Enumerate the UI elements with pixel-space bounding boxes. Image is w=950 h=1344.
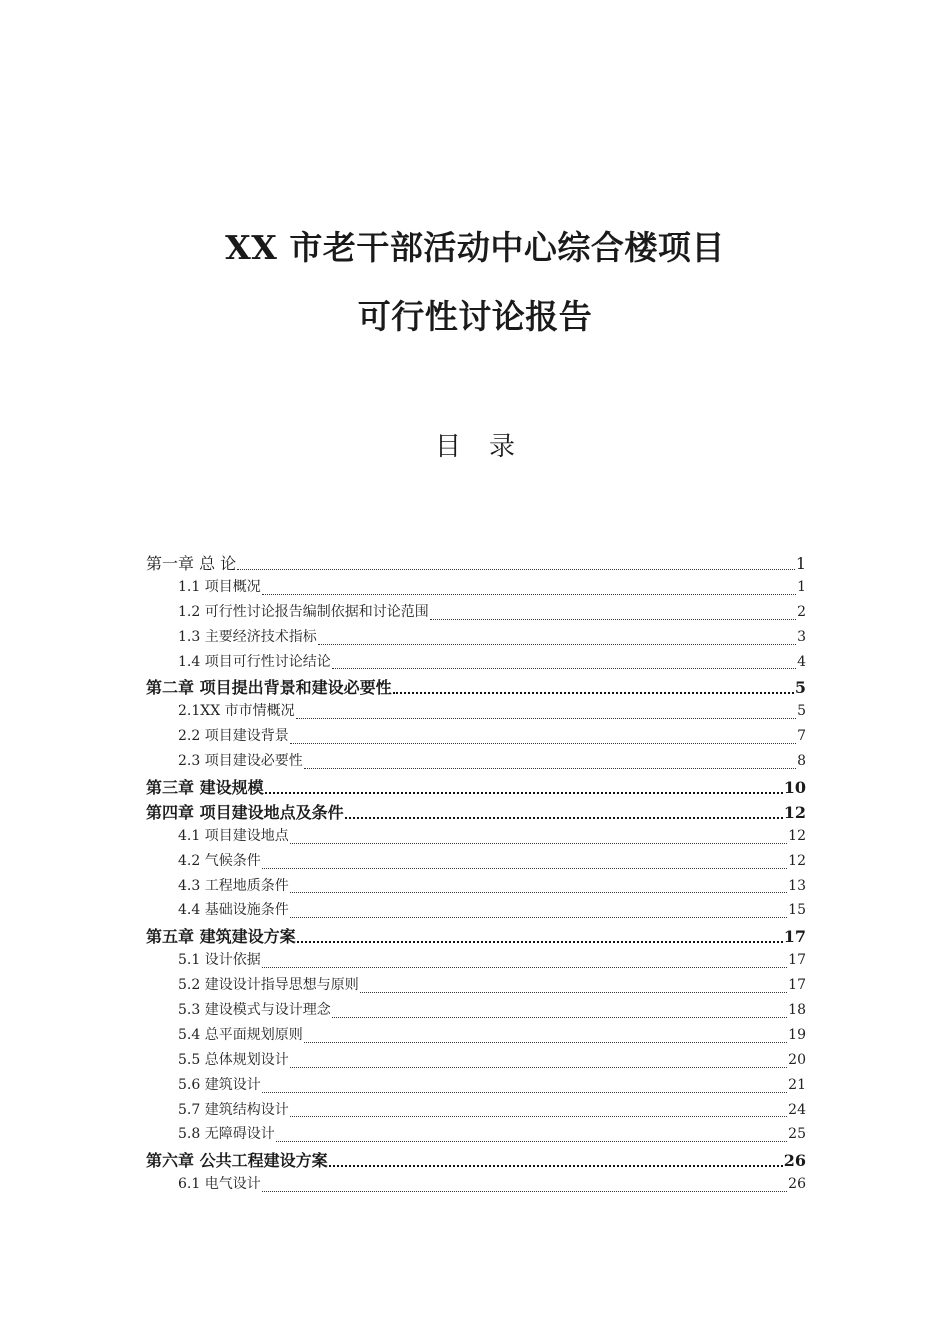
toc-section-entry[interactable]: [146, 1173, 806, 1198]
toc-entry-label: 5.1 设计依据: [178, 952, 261, 969]
toc-entry-page-number: 1: [795, 554, 806, 573]
toc-entry-page-number: 17: [788, 977, 806, 994]
toc-section-entry[interactable]: [146, 1074, 806, 1099]
document-title-line2: 可行性讨论报告: [357, 297, 593, 336]
toc-entry-label: 5.3 建设模式与设计理念: [178, 1002, 331, 1019]
toc-entry-label: 4.3 工程地质条件: [178, 877, 289, 894]
toc-section-entry[interactable]: [146, 949, 806, 974]
toc-entry-label: 2.3 项目建设必要性: [178, 753, 303, 770]
toc-section-entry[interactable]: [146, 999, 806, 1024]
document-title-line1: XX 市老干部活动中心综合楼项目: [225, 228, 725, 267]
toc-heading: [0, 430, 950, 464]
toc-entry-page-number: 4: [797, 653, 806, 670]
toc-dot-leader: [265, 791, 783, 794]
toc-entry-label: 1.4 项目可行性讨论结论: [178, 653, 331, 670]
toc-heading-char-1: 目: [434, 432, 461, 462]
toc-section-entry[interactable]: [146, 700, 806, 725]
toc-dot-leader: [290, 1115, 787, 1117]
toc-entry-page-number: 17: [788, 952, 806, 969]
toc-section-entry[interactable]: [146, 651, 806, 676]
toc-dot-leader: [290, 916, 787, 918]
toc-entry-page-number: 20: [788, 1051, 806, 1068]
toc-dot-leader: [262, 1091, 787, 1093]
toc-chapter-entry[interactable]: [146, 924, 806, 949]
toc-dot-leader: [296, 717, 796, 719]
toc-entry-label: 第三章 建设规模: [146, 778, 264, 798]
toc-entry-label: 4.1 项目建设地点: [178, 827, 289, 844]
toc-entry-label: 1.3 主要经济技术指标: [178, 628, 317, 645]
toc-entry-page-number: 18: [788, 1002, 806, 1019]
toc-entry-page-number: 10: [783, 778, 806, 798]
toc-entry-label: 5.6 建筑设计: [178, 1076, 261, 1093]
toc-entry-label: 2.1XX 市市情概况: [178, 703, 295, 720]
toc-entry-page-number: 26: [788, 1176, 806, 1193]
toc-section-entry[interactable]: [146, 626, 806, 651]
toc-entry-page-number: 26: [783, 1151, 806, 1171]
toc-section-entry[interactable]: [146, 1049, 806, 1074]
toc-dot-leader: [360, 991, 787, 993]
toc-entry-page-number: 1: [797, 578, 806, 595]
toc-dot-leader: [237, 568, 795, 570]
toc-chapter-entry[interactable]: [146, 775, 806, 800]
toc-dot-leader: [290, 742, 796, 744]
toc-entry-label: 2.2 项目建设背景: [178, 728, 289, 745]
toc-dot-leader: [329, 1164, 783, 1167]
toc-dot-leader: [262, 593, 796, 595]
toc-entry-label: 5.2 建设设计指导思想与原则: [178, 977, 359, 994]
toc-entry-label: 6.1 电气设计: [178, 1176, 261, 1193]
toc-dot-leader: [262, 966, 787, 968]
toc-entry-page-number: 25: [788, 1126, 806, 1143]
toc-dot-leader: [262, 1190, 787, 1192]
toc-heading-char-2: 录: [489, 432, 516, 462]
toc-entry-page-number: 17: [783, 927, 806, 947]
toc-entry-page-number: 12: [788, 852, 806, 869]
toc-entry-page-number: 19: [788, 1026, 806, 1043]
toc-section-entry[interactable]: [146, 750, 806, 775]
toc-dot-leader: [318, 643, 796, 645]
toc-entry-label: 5.5 总体规划设计: [178, 1051, 289, 1068]
toc-entry-label: 5.4 总平面规划原则: [178, 1026, 303, 1043]
toc-dot-leader: [290, 842, 787, 844]
toc-entry-page-number: 24: [788, 1101, 806, 1118]
toc-section-entry[interactable]: [146, 1024, 806, 1049]
toc-dot-leader: [332, 1016, 787, 1018]
toc-entry-page-number: 15: [788, 902, 806, 919]
toc-section-entry[interactable]: [146, 899, 806, 924]
toc-section-entry[interactable]: [146, 850, 806, 875]
toc-dot-leader: [290, 1066, 787, 1068]
toc-section-entry[interactable]: [146, 601, 806, 626]
toc-section-entry[interactable]: [146, 576, 806, 601]
toc-entry-page-number: 8: [797, 753, 806, 770]
toc-entry-label: 1.1 项目概况: [178, 578, 261, 595]
toc-entry-label: 5.7 建筑结构设计: [178, 1101, 289, 1118]
table-of-contents: [146, 551, 806, 1198]
toc-entry-page-number: 3: [797, 628, 806, 645]
toc-chapter-entry[interactable]: [146, 800, 806, 825]
toc-entry-label: 4.2 气候条件: [178, 852, 261, 869]
toc-section-entry[interactable]: [146, 875, 806, 900]
toc-dot-leader: [345, 816, 783, 819]
toc-entry-page-number: 21: [788, 1076, 806, 1093]
toc-entry-label: 4.4 基础设施条件: [178, 902, 289, 919]
toc-dot-leader: [297, 940, 783, 943]
toc-dot-leader: [290, 891, 787, 893]
toc-section-entry[interactable]: [146, 725, 806, 750]
toc-dot-leader: [304, 767, 796, 769]
toc-entry-page-number: 7: [797, 728, 806, 745]
toc-entry-label: 第四章 项目建设地点及条件: [146, 802, 344, 822]
toc-entry-page-number: 5: [797, 703, 806, 720]
toc-chapter-entry[interactable]: [146, 1148, 806, 1173]
toc-entry-label: 第二章 项目提出背景和建设必要性: [146, 678, 392, 698]
toc-entry-label: 第六章 公共工程建设方案: [146, 1151, 328, 1171]
toc-section-entry[interactable]: [146, 1099, 806, 1124]
toc-entry-label: 第一章 总 论: [146, 554, 237, 573]
toc-entry-page-number: 5: [794, 678, 806, 698]
toc-dot-leader: [430, 618, 796, 620]
toc-dot-leader: [276, 1140, 787, 1142]
toc-chapter-entry[interactable]: [146, 675, 806, 700]
toc-entry-page-number: 2: [797, 603, 806, 620]
toc-entry-label: 1.2 可行性讨论报告编制依据和讨论范围: [178, 603, 429, 620]
toc-entry-label: 第五章 建筑建设方案: [146, 927, 296, 947]
toc-entry-page-number: 12: [783, 802, 806, 822]
toc-dot-leader: [304, 1041, 787, 1043]
toc-section-entry[interactable]: [146, 1123, 806, 1148]
toc-dot-leader: [262, 867, 787, 869]
toc-entry-label: 5.8 无障碍设计: [178, 1126, 275, 1143]
toc-section-entry[interactable]: [146, 974, 806, 999]
toc-entry-page-number: 12: [788, 827, 806, 844]
toc-entry-page-number: 13: [788, 877, 806, 894]
toc-chapter-entry[interactable]: [146, 551, 806, 576]
toc-section-entry[interactable]: [146, 825, 806, 850]
toc-dot-leader: [332, 667, 796, 669]
toc-dot-leader: [393, 691, 794, 694]
